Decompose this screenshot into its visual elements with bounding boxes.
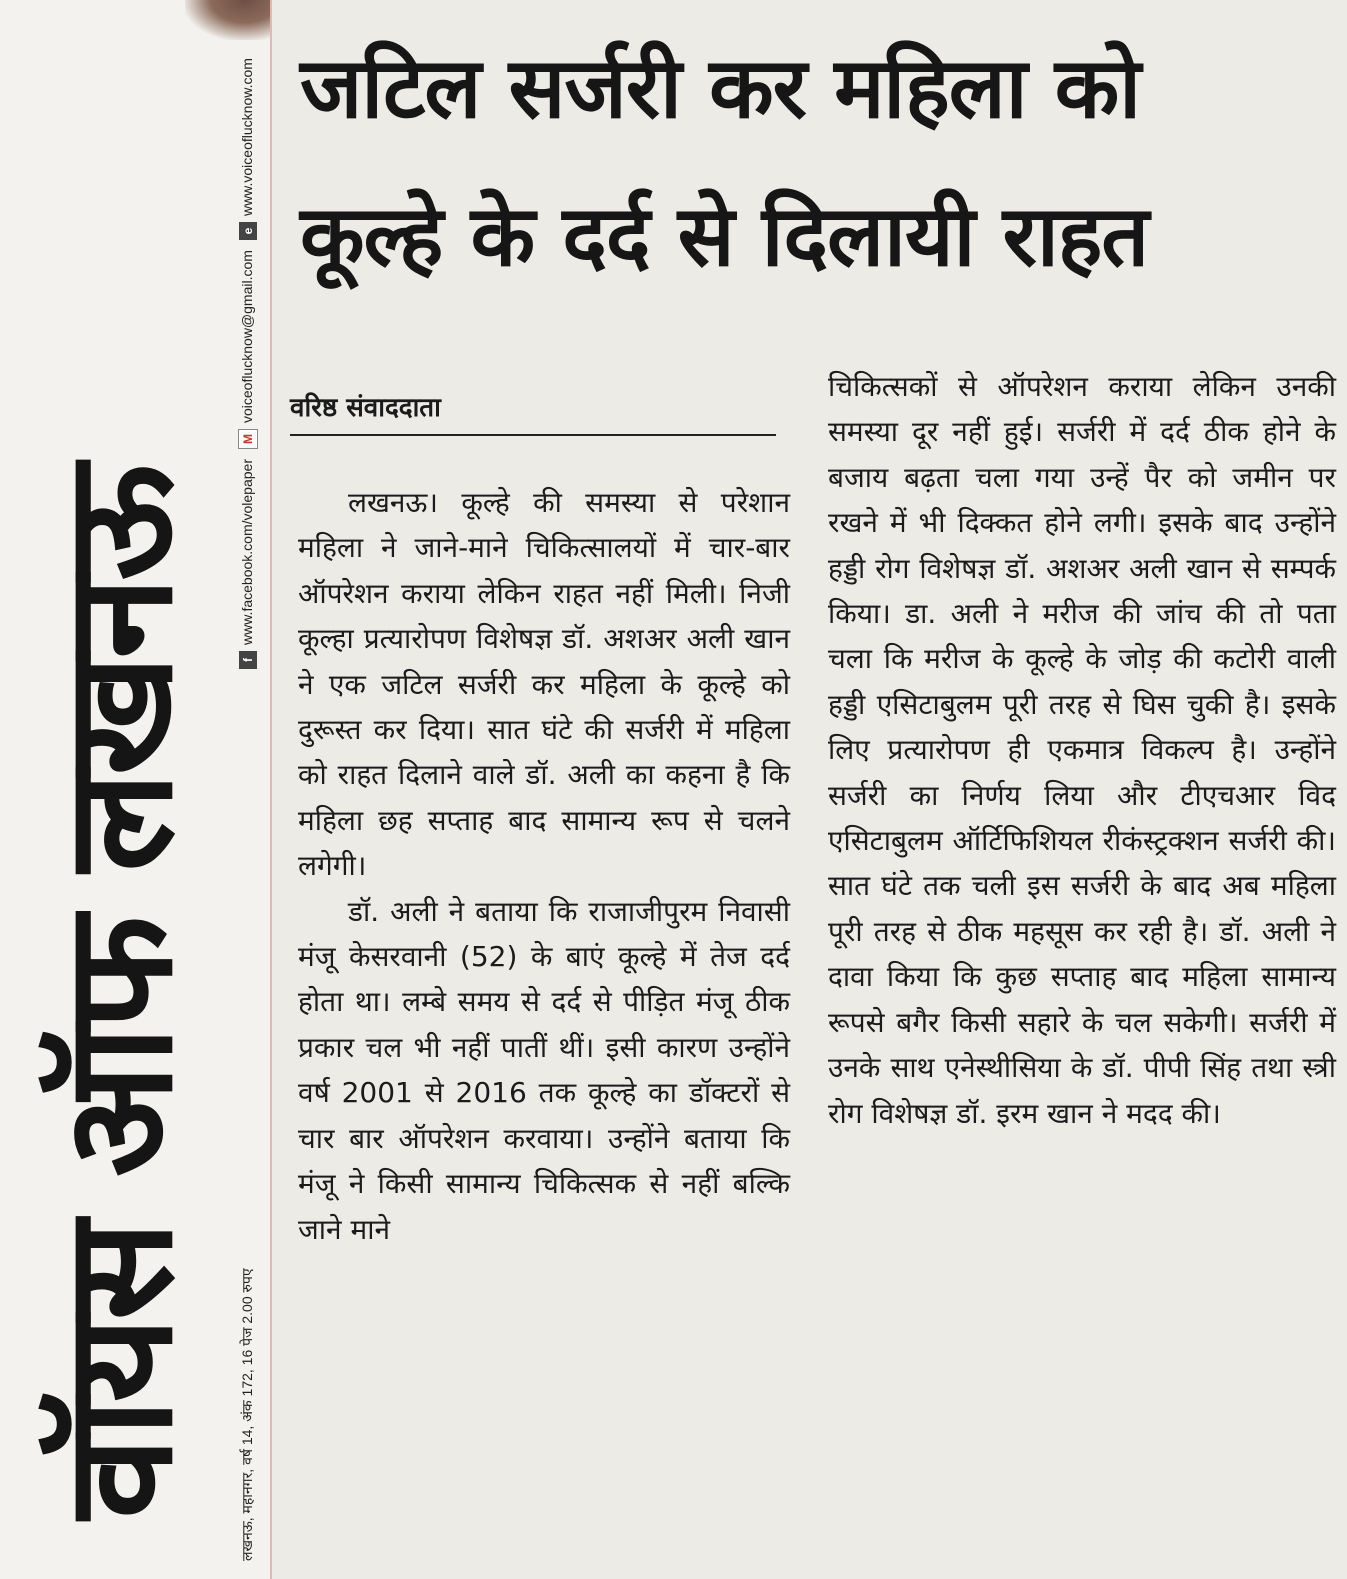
article-column-2	[828, 364, 1336, 1136]
contact-line	[232, 58, 262, 679]
article-column-1	[298, 480, 790, 1252]
email-address: voiceoflucknow@gmail.com	[239, 250, 255, 423]
paragraph: लखनऊ। कूल्हे की समस्या से परेशान महिला ने जाने-माने चिकित्सालयों में चार-बार ऑपरेशन कराया लेकिन राहत नहीं मिली। निजी कूल्हा प्रत्यारोपण विशेषज्ञ डॉ. अशअर अली खान ने एक जटिल सर्जरी कर महिला के कूल्हे को दुरूस्त कर दिया। सात घंटे की सर्जरी में महिला को राहत दिलाने वाले डॉ. अली का कहना है कि महिला छह सप्ताह बाद सामान्य रूप से चलने लगेगी।	[298, 486, 790, 883]
website-url: www.voiceoflucknow.com	[239, 58, 255, 217]
byline: वरिष्ठ संवाददाता	[290, 388, 776, 436]
headline-line-2: कूल्हे के दर्द से दिलायी राहत	[300, 187, 1149, 285]
facebook-icon: f	[239, 651, 257, 669]
web-icon: e	[239, 222, 257, 240]
issue-line: लखनऊ, महानगर, वर्ष 14, अंक 172, 16 पेज 2.00 रुपए	[239, 1268, 255, 1561]
headline-line-1: जटिल सर्जरी कर महिला को	[300, 39, 1141, 137]
masthead-contacts	[232, 0, 262, 1579]
masthead-strip	[0, 0, 272, 1579]
email-icon: M	[238, 429, 258, 449]
facebook-url: www.facebook.com/volepaper	[239, 459, 255, 645]
paragraph: डॉ. अली ने बताया कि राजाजीपुरम निवासी मंजू केसरवानी (52) के बाएं कूल्हे में तेज दर्द होता था। लम्बे समय से दर्द से पीड़ित मंजू ठीक प्रकार चल भी नहीं पातीं थीं। इसी कारण उन्होंने वर्ष 2001 से 2016 तक कूल्हे का डॉक्टरों से चार बार ऑपरेशन करवाया। उन्होंने बताया कि मंजू ने किसी सामान्य चिकित्सक से नहीं बल्कि जाने माने	[298, 894, 790, 1246]
paragraph: चिकित्सकों से ऑपरेशन कराया लेकिन उनकी समस्या दूर नहीं हुई। सर्जरी में दर्द ठीक होने के बजाय बढ़ता चला गया उन्हें पैर को जमीन पर रखने में भी दिक्कत होने लगी। इसके बाद उन्होंने हड्डी रोग विशेषज्ञ डॉ. अशअर अली खान से सम्पर्क किया। डा. अली ने मरीज की जांच की तो पता चला कि मरीज के कूल्हे के जोड़ की कटोरी वाली हड्डी एसिटाबुलम पूरी तरह से घिस चुकी है। इसके लिए प्रत्यारोपण ही एकमात्र विकल्प है। उन्होंने सर्जरी का निर्णय लिया और टीएचआर विद एसिटाबुलम ऑर्टिफिशियल रीकंस्ट्रक्शन सर्जरी की। सात घंटे तक चली इस सर्जरी के बाद अब महिला पूरी तरह से ठीक महसूस कर रही है। डॉ. अली ने दावा किया कि कुछ सप्ताह बाद महिला सामान्य रूपसे बगैर किसी सहारे के चल सकेगी। सर्जरी में उनके साथ एनेस्थीसिया के डॉ. पीपी सिंह तथा स्त्री रोग विशेषज्ञ डॉ. इरम खान ने मदद की।	[828, 370, 1336, 1130]
masthead-title: वॉयस ऑफ लखनऊ	[31, 468, 205, 1519]
headline	[300, 14, 1340, 310]
